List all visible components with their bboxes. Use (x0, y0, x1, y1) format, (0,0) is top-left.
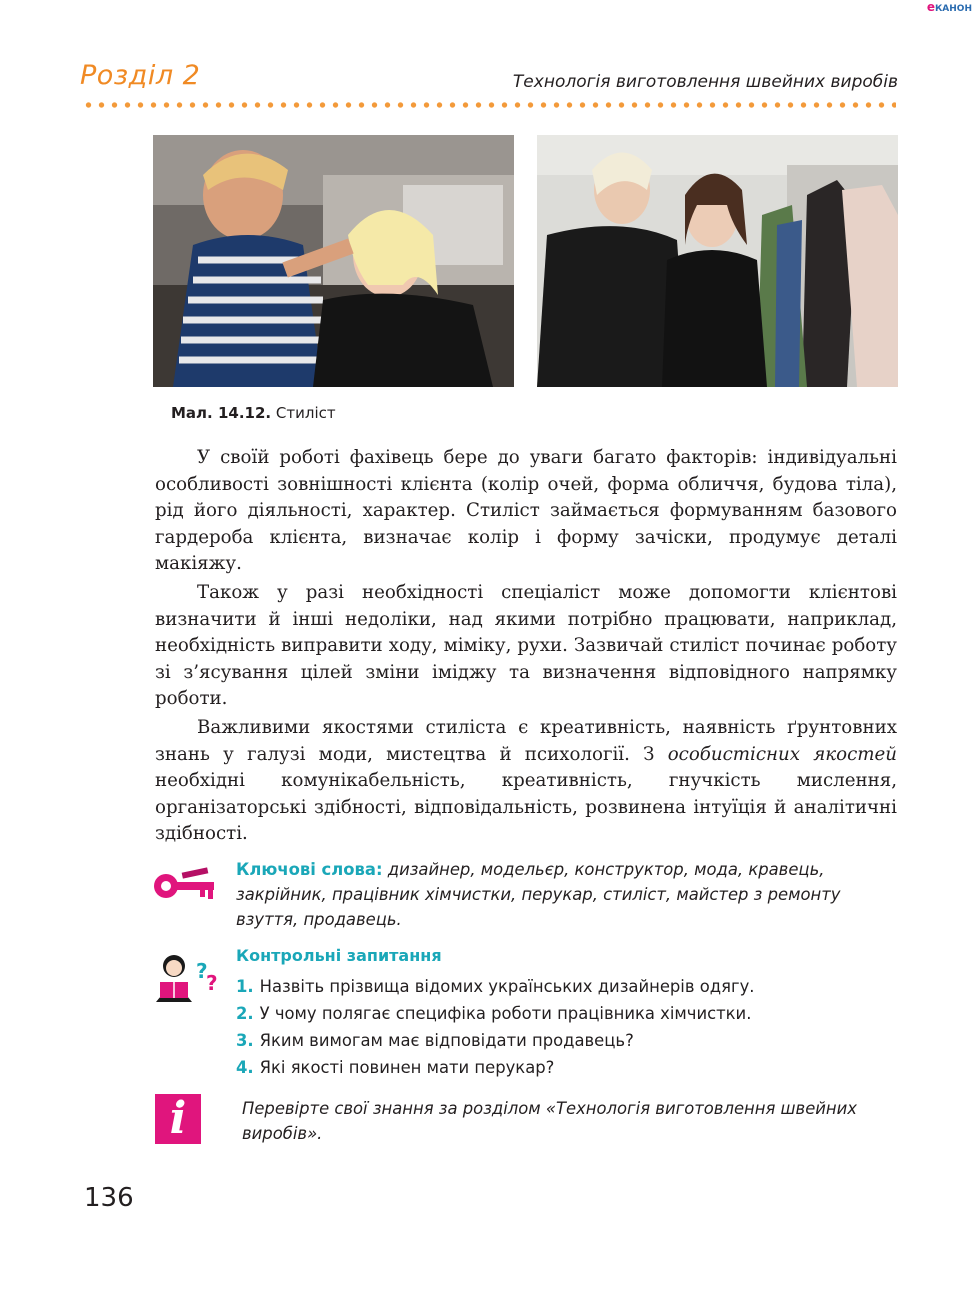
question-item (236, 1000, 754, 1027)
question-text: Яким вимогам має відповідати продавець? (259, 1031, 634, 1050)
paragraph-3-part-b: необхідні комунікабельність, креативність, гнучкість мислення, організаторські здібності, відповідальність, розвинена інтуїція й аналітичні здібності. (155, 770, 897, 845)
header-dotted-rule (82, 101, 896, 109)
paragraph-1: У своїй роботі фахівець бере до уваги багато факторів: індивідуальні особливості зовнішності клієнта (колір очей, форма обличчя, будова тіла), рід його діяльності, характер. Стиліст займається формуванням базового гардероба клієнта, визначає колір і форму зачіски, продумує деталі макіяжу. (155, 447, 897, 575)
svg-text:?: ? (206, 971, 218, 995)
chapter-label: Розділ 2 (80, 60, 201, 91)
info-icon: i (155, 1094, 201, 1144)
question-number: 1. (236, 977, 254, 996)
question-item (236, 1054, 754, 1081)
question-text: Назвіть прізвища відомих українських дизайнерів одягу. (259, 977, 755, 996)
photo-stylist-dress (537, 135, 898, 387)
keys-icon (152, 864, 218, 912)
paragraph-3-part-a: Важливими якостями стиліста є креативність, наявність ґрунтовних знань у галузі моди, мистецтва й психології. З (155, 716, 897, 765)
page-number: 136 (84, 1183, 134, 1213)
paragraph-3-emphasis: особистісних якостей (667, 743, 897, 765)
keywords-text: дизайнер, модельєр, конструктор, мода, кравець, закрійник, працівник хімчистки, перукар, стиліст, майстер з ремонту взуття, продавець. (236, 860, 841, 929)
questions-list (236, 973, 754, 1081)
publisher-logo-mark: e (926, 0, 935, 14)
question-item (236, 973, 754, 1000)
figure-caption-label: Мал. 14.12. (171, 404, 272, 422)
keywords-block (236, 857, 898, 932)
info-text: Перевірте свої знання за розділом «Технологія виготовлення швейних виробів». (242, 1099, 857, 1143)
question-number: 2. (236, 1004, 254, 1023)
figure-caption-text: Стиліст (275, 404, 336, 422)
body-text (155, 445, 897, 848)
svg-text:?: ? (196, 959, 208, 983)
question-item (236, 1027, 754, 1054)
question-number: 3. (236, 1031, 254, 1050)
paragraph-2: Також у разі необхідності спеціаліст може допомогти клієнтові визначити й інші недоліки, над якими потрібно працювати, наприклад, необхідність виправити ходу, міміку, рухи. Зазвичай стиліст починає роботу зі з’ясування цілей зміни іміджу та визначення відповідного напрямку роботи. (155, 581, 897, 710)
questions-title: Контрольні запитання (236, 946, 442, 965)
publisher-logo-text: КАНОН (934, 4, 972, 14)
figure-caption (171, 404, 336, 422)
question-text: Які якості повинен мати перукар? (259, 1058, 555, 1077)
publisher-logo (927, 0, 972, 14)
question-number: 4. (236, 1058, 254, 1077)
running-header-title: Технологія виготовлення швейних виробів (512, 72, 898, 92)
paragraph-3 (155, 715, 897, 848)
question-text: У чому полягає специфіка роботи працівника хімчистки. (259, 1004, 752, 1023)
photo-stylist-makeup (153, 135, 514, 387)
keywords-label: Ключові слова: (236, 860, 383, 879)
reader-question-icon (152, 950, 220, 1006)
